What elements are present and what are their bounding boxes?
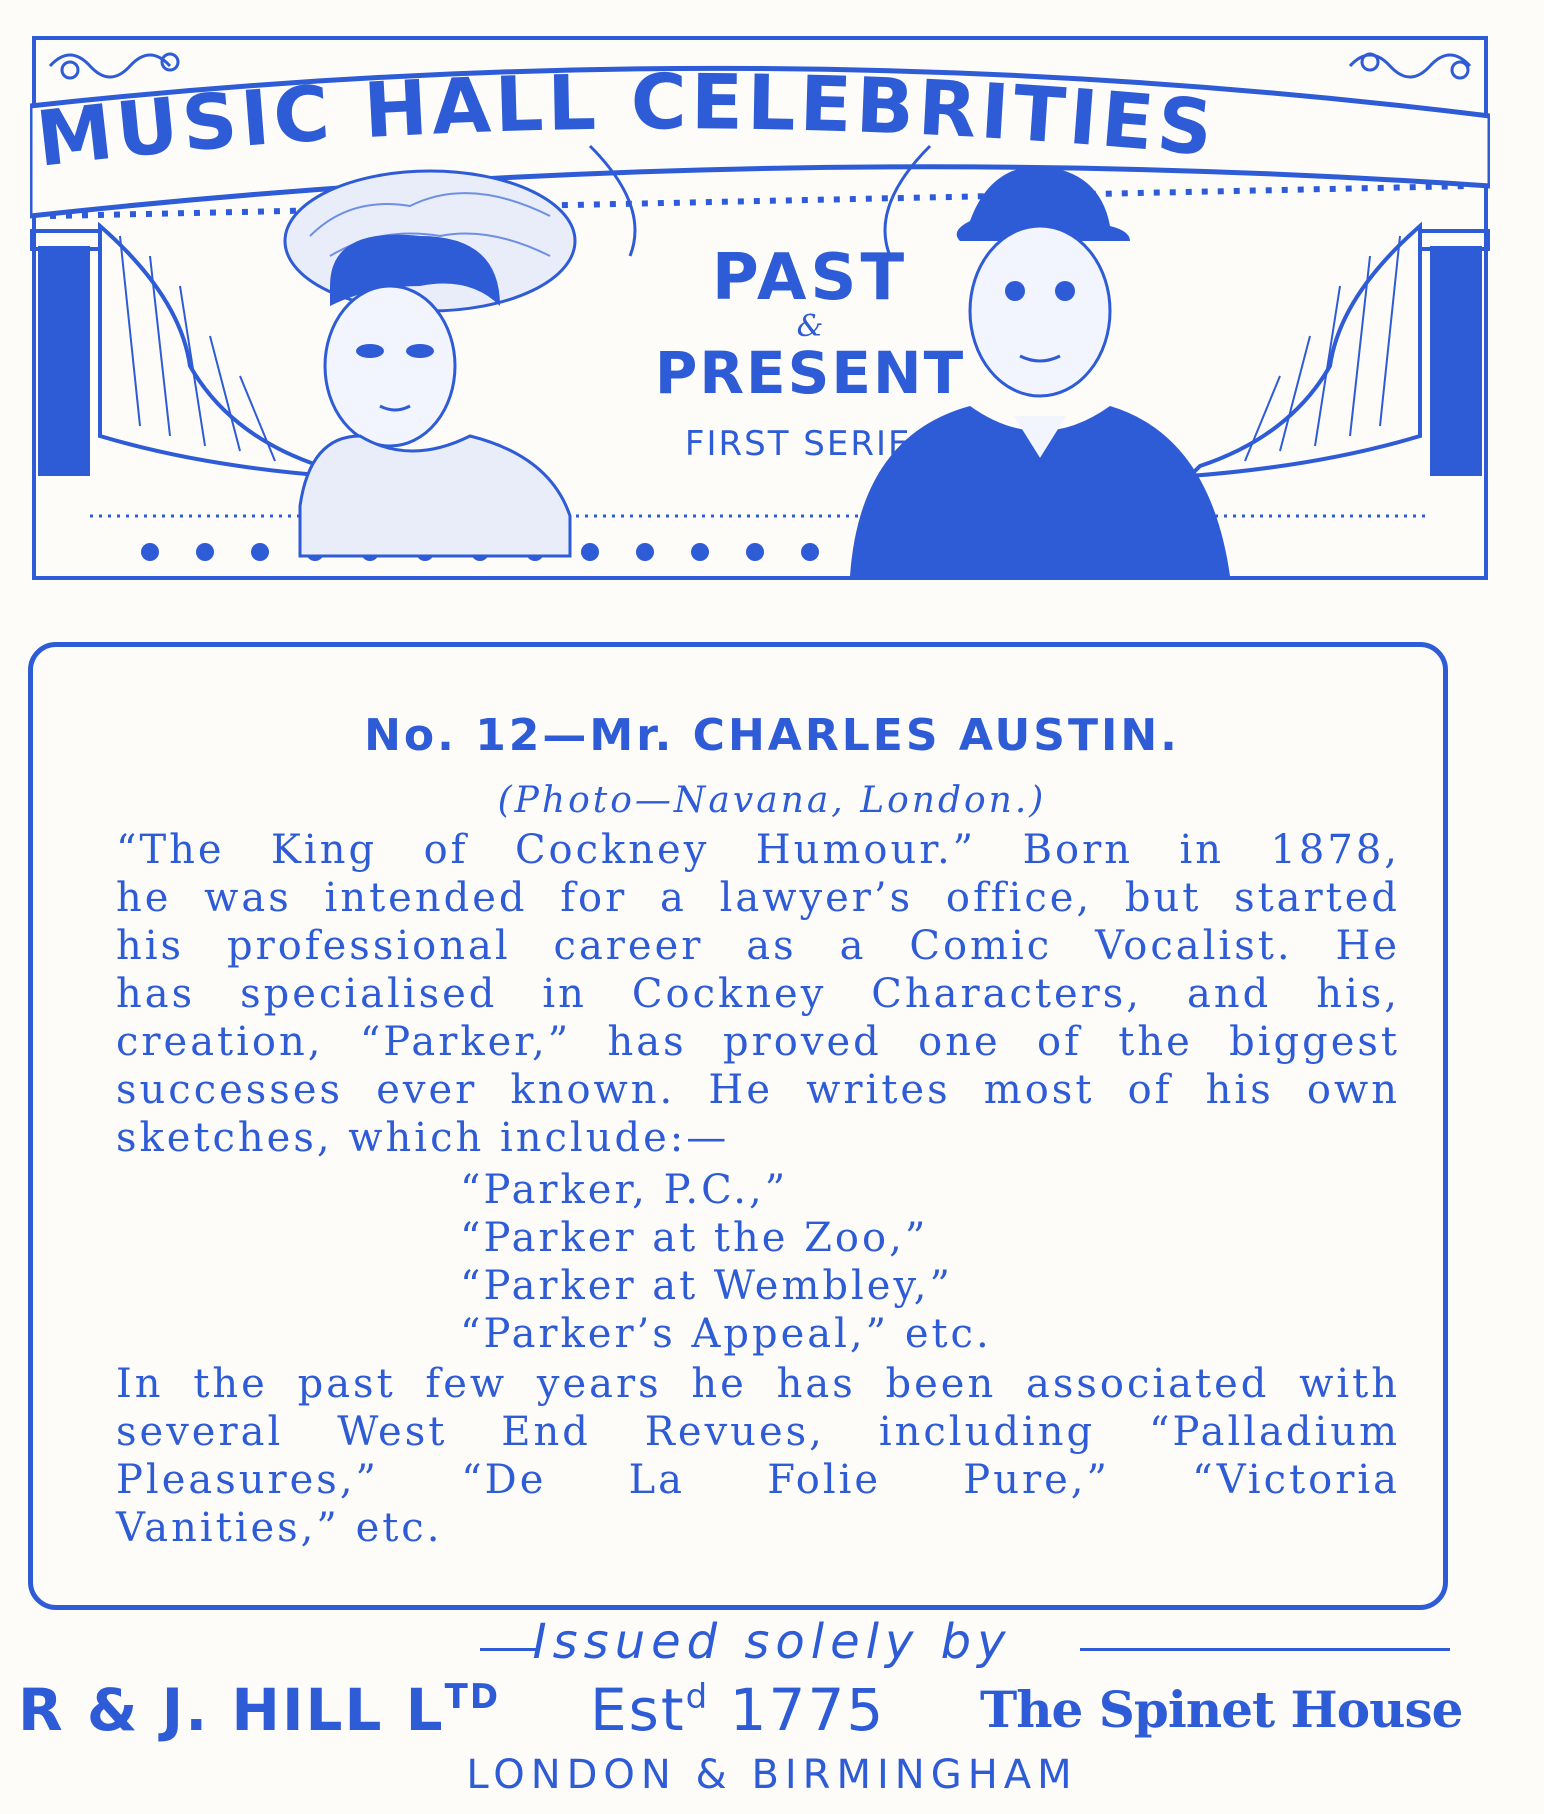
issued-by-label: Issued solely by: [532, 1614, 1012, 1670]
estd-year: 1775: [729, 1676, 886, 1744]
biography-line: successes ever known. He writes most of his own: [116, 1067, 1400, 1113]
series-label: FIRST SERIES: [684, 424, 936, 464]
biography-line: creation, “Parker,” has proved one of the biggest: [116, 1019, 1400, 1065]
revues-line: several West End Revues, including “Palladium: [116, 1409, 1400, 1455]
sketch-list: [460, 1166, 992, 1358]
header-stage: [30, 36, 1490, 584]
biography-line: sketches, which include:—: [116, 1115, 730, 1161]
svg-text:MUSIC HALL CELEBRITIES: [32, 57, 1220, 183]
ampersand-label: &: [796, 309, 824, 344]
woman-portrait-illustration: [285, 171, 575, 556]
biography-line: his professional career as a Comic Vocalist. He: [116, 923, 1400, 969]
revues-line: In the past few years he has been associated with: [116, 1361, 1400, 1407]
sketch-item: “Parker, P.C.,”: [460, 1167, 789, 1213]
biography-paragraph: [116, 826, 1400, 1162]
spinet-house-logo: The Spinet House: [980, 1680, 1463, 1739]
card-title: MUSIC HALL CELEBRITIES: [32, 57, 1221, 184]
past-label: PAST: [711, 241, 909, 315]
series-heading: [600, 241, 1020, 464]
title-banner-text: [30, 36, 1400, 226]
biography-line: he was intended for a lawyer’s office, but started: [116, 875, 1400, 921]
sketch-item: “Parker at the Zoo,”: [460, 1215, 929, 1261]
firm-name: [18, 1676, 500, 1744]
established-label: [590, 1676, 885, 1744]
photo-credit: (Photo—Navana, London.): [497, 780, 1047, 821]
firm-name-sup: TD: [444, 1677, 501, 1717]
present-label: PRESENT: [654, 339, 966, 407]
estd-sup: d: [685, 1677, 710, 1717]
revues-line: Vanities,” etc.: [116, 1505, 443, 1551]
city-label: LONDON & BIRMINGHAM: [466, 1752, 1078, 1798]
entry-title: No. 12—Mr. CHARLES AUSTIN.: [364, 710, 1180, 761]
biography-line: has specialised in Cockney Characters, and his,: [116, 971, 1400, 1017]
sketch-item: “Parker at Wembley,”: [460, 1263, 953, 1309]
estd-text: Est: [590, 1676, 686, 1744]
firm-name-text: R & J. HILL L: [18, 1676, 445, 1744]
revues-paragraph: [116, 1360, 1400, 1552]
revues-line: Pleasures,” “De La Folie Pure,” “Victoria: [116, 1457, 1400, 1503]
biography-line: “The King of Cockney Humour.” Born in 1878,: [116, 827, 1400, 873]
sketch-item: “Parker’s Appeal,” etc.: [460, 1311, 992, 1357]
